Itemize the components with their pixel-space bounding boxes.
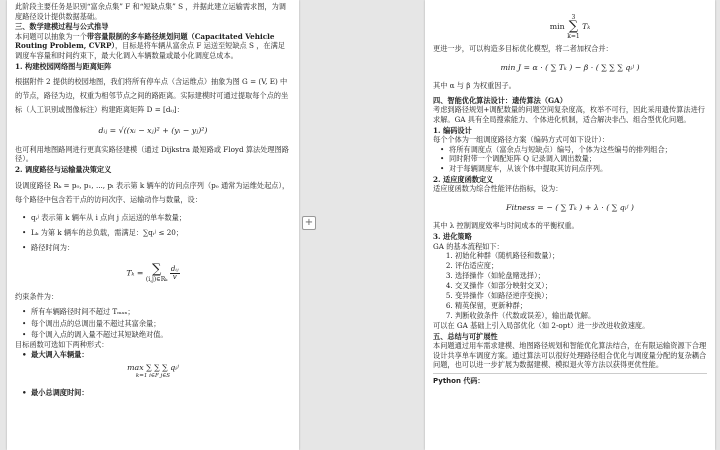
path-time-formula: Tₖ = ∑ (i,j)∈Rₖ $\frac{\text{dᵢⱼ}}{v}$ (126, 261, 179, 283)
ga-2-paragraph: 适应度函数为综合性能评估指标，设为： (433, 184, 563, 194)
section-5-paragraph: 本问题通过用车需求建模、地图路径规划和智能优化算法结合，在有限运输资源下合理设计共享单车调度方案。通过算法可以很好处理路径组合优化与调度量分配的复杂耦合问题，也可以进一步扩展为数据建模、模拟退火等方法以获得更优性能。 (433, 341, 707, 370)
subsection-2-paragraph: 设调度路径 Rₖ = p₀, p₁, ..., pₗ 表示第 k 辆车的访问点序列（p₀ 通常为运维处起点），每个路径中包含若干点的访问次序、运输动作与数量，设： (15, 180, 290, 204)
list-item: 5. 变异操作（如路径逆序变换）； (455, 291, 707, 301)
list-item: • qᵢʲ 表示第 k 辆车从 i 点向 j 点运送的单车数量； (31, 211, 291, 225)
add-block-button[interactable]: + (302, 216, 316, 230)
ga-1-paragraph: 每个个体为一组调度路径方案（编码方式可如下设计）： (433, 135, 610, 145)
subsection-2-title: 2. 调度路径与运输量决策定义 (15, 164, 112, 174)
paragraph-weighted: 更进一步，可以构造多目标优化模型，将二者加权合并： (433, 44, 613, 53)
list-item: 1. 初始化种群（随机路径和数量）； (455, 251, 707, 261)
constraints-title: 约束条件为： (15, 291, 59, 301)
objectives-list (15, 350, 291, 360)
section-3-paragraph: 本问题可以抽象为一个带容量限制的多车路径规划问题（Capacitated Vehicle Routing Problem, CVRP），目标是将车辆从富余点 F 运送至短缺点 S ，在满足调度车容量和时间约束下，最大化调入车辆数量或最小化调度总成本。 (15, 31, 285, 60)
section-3-title: 三、数学建模过程与公式推导 (15, 22, 109, 32)
subsection-1-after: 也可利用地图路网进行更真实路径建模（通过 Dijkstra 最短路或 Floyd 算法处理图路径）。 (15, 144, 289, 164)
objectives-list-2 (15, 388, 291, 398)
ga-3-paragraph: GA 的基本流程如下： (433, 241, 504, 251)
list-item: • Lₖ 为第 k 辆车的总负载，需满足：∑qᵢʲ ≤ 20； (31, 225, 291, 241)
list-item: 7. 判断收敛条件（代数或误差），输出最优解。 (455, 311, 707, 321)
list-item: 4. 交叉操作（如部分映射交叉）； (455, 281, 707, 291)
ga-3-title: 3. 进化策略 (433, 231, 472, 241)
list-item: • 最大调入车辆量： (31, 350, 291, 360)
list-item: • 所有车辆路径时间不超过 Tₘₐₓ； (31, 305, 291, 318)
objective-1-formula: max ∑ ∑ ∑ qᵢʲ (127, 363, 179, 373)
divider (433, 373, 707, 374)
ga-1-list (433, 145, 707, 174)
list-item: • 路径时间为： (31, 241, 291, 255)
list-item: • 最小总调度时间： (31, 388, 291, 398)
list-item: • 将所有调度点（富余点与短缺点）编号，个体为这些编号的排列组合； (449, 145, 707, 155)
top-formula: min 3 ∑ k=1 Tₖ (549, 14, 591, 40)
subsection-2-list (15, 211, 291, 255)
left-page (7, 0, 299, 450)
objective-1-limits: k=1 i∈F j∈S (135, 372, 171, 379)
intro-paragraph: 此阶段主要任务是识别“富余点集” F 和“短缺点集” S ，并据此建立运输需求图，为调度路径设计提供数据基础。 (15, 2, 286, 21)
code-label: Python 代码： (433, 377, 485, 386)
list-item: 6. 精英保留，更新种群； (455, 301, 707, 311)
ga-2-title: 2. 适应度函数定义 (433, 174, 494, 184)
weighted-formula: min J = α · ( ∑ Tₖ ) − β · ( ∑ ∑ ∑ qᵢʲ ) (500, 62, 640, 72)
section-4-paragraph: 考虑到路径规划+调配数量的问题空间复杂度高，枚举不可行，因此采用遗传算法进行求解。GA 具有全局搜索能力、个体进化机制，适合解决非凸、组合型优化问题。 (433, 105, 705, 124)
list-item: 2. 评估适应度； (455, 261, 707, 271)
ga-1-title: 1. 编码设计 (433, 125, 472, 135)
list-item: • 每个调出点的总调出量不超过其富余量； (31, 318, 291, 329)
fitness-formula: Fitness = − ( ∑ Tₖ ) + λ · ( ∑ qᵢʲ ) (506, 202, 634, 212)
list-item: • 同时附带一个调配矩阵 Q 记录调入调出数量； (449, 154, 707, 164)
distance-formula: dᵢⱼ = √((xᵢ − xⱼ)² + (yᵢ − yⱼ)²) (98, 126, 208, 136)
ga-3-after: 可以在 GA 基础上引入局部优化（如 2-opt）进一步改进收敛速度。 (433, 321, 650, 331)
objectives-title: 目标函数可选如下两种形式： (15, 340, 109, 350)
list-item: • 对于每辆调度车，从该个体中提取其访问点序列。 (449, 164, 707, 174)
ga-2-after: 其中 λ 控制调度效率与时间成本的平衡权重。 (433, 221, 579, 231)
section-4-title: 四、智能优化算法设计：遗传算法（GA） (433, 95, 567, 105)
right-page (425, 0, 715, 450)
paragraph-weights: 其中 α 与 β 为权重因子。 (433, 81, 516, 91)
section-5-title: 五、总结与可扩展性 (433, 331, 498, 341)
list-item: 3. 选择操作（如轮盘赌选择）； (455, 271, 707, 281)
subsection-1-title: 1. 构建校园网络图与距离矩阵 (15, 61, 112, 71)
subsection-1-paragraph: 根据附件 2 提供的校园地图，我们将所有停车点（含运维点）抽象为图 G = (V, E) 中的节点，路径为边，权重为相邻节点之间的路距离。实际建模时可通过提取每个点的坐标（人工识别或图像标注）构建距离矩阵 D = [dᵢⱼ]： (15, 77, 289, 115)
list-item: • 每个调入点的调入量不超过其短缺绝对值。 (31, 329, 291, 340)
ga-3-steps (433, 251, 707, 321)
constraints-list (15, 305, 291, 340)
